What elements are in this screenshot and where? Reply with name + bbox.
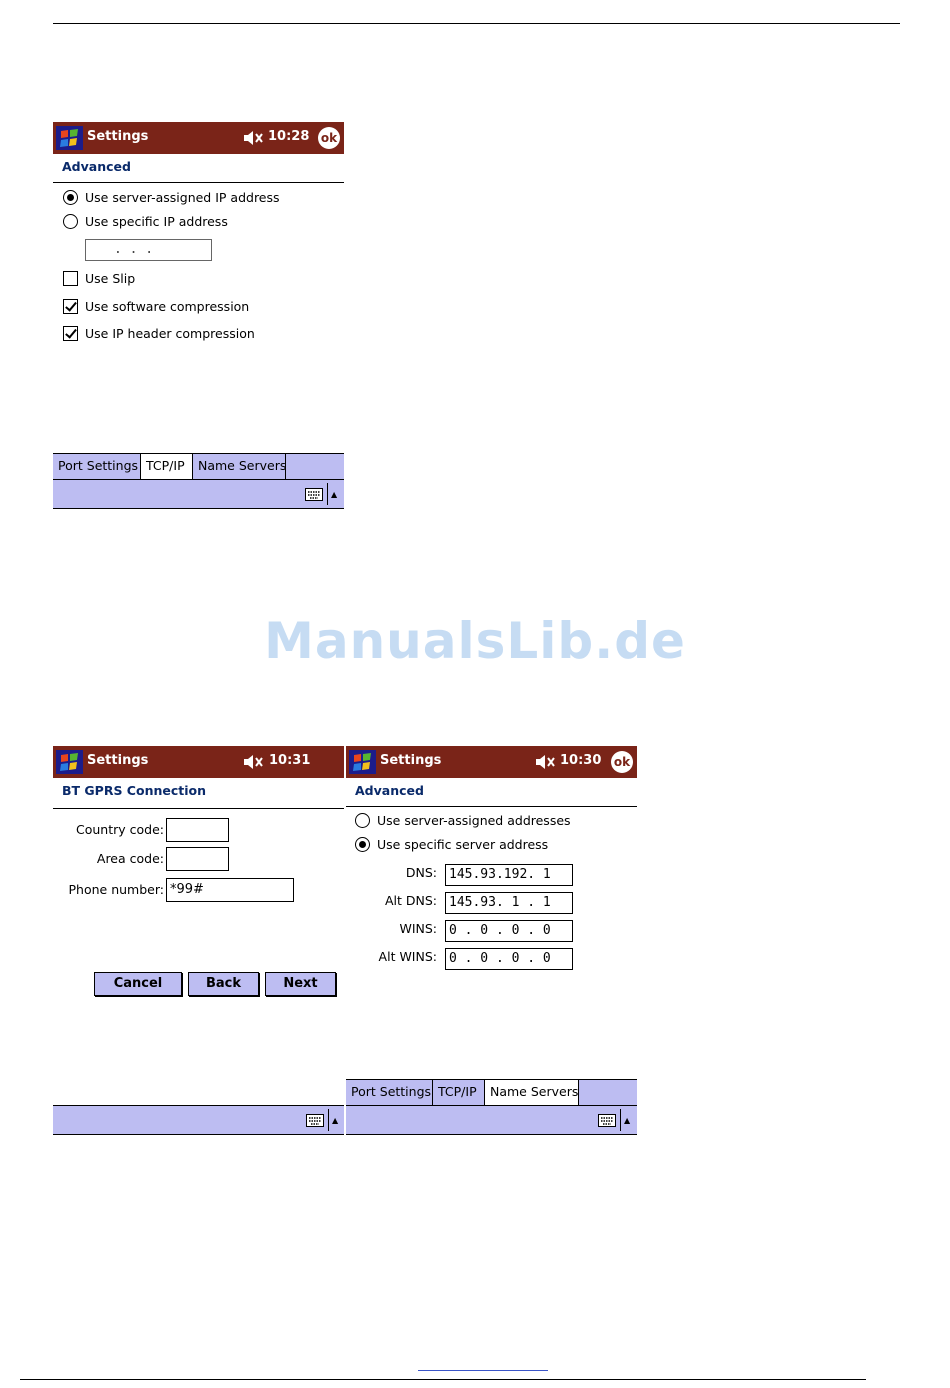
page-heading: Advanced [62,159,131,174]
country-code-field[interactable] [166,818,229,842]
country-code-label: Country code: [76,822,164,837]
menu-bar [346,1105,637,1135]
wins-input[interactable]: 0 . 0 . 0 . 0 [445,920,573,942]
top-rule [53,23,900,24]
heading-divider [53,182,344,183]
watermark: ManualsLib.de [264,612,686,670]
speaker-muted-icon[interactable] [243,130,263,146]
ok-button[interactable]: ok [318,127,340,149]
app-title: Settings [87,753,149,768]
input-panel-arrow-icon[interactable]: ▲ [332,1116,339,1125]
alt-wins-input[interactable]: 0 . 0 . 0 . 0 [445,948,573,970]
server-assigned-ip-label: Use server-assigned IP address [85,190,280,205]
page-heading: BT GPRS Connection [62,783,207,798]
software-compression-checkbox[interactable] [63,299,78,314]
software-compression-label: Use software compression [85,299,250,314]
keyboard-icon[interactable] [598,1114,616,1127]
title-bar [346,746,637,778]
gprs-connection-screen [53,746,344,1136]
tab-name-servers[interactable]: Name Servers [193,454,286,479]
title-bar [53,746,344,778]
footer-link-underline[interactable] [418,1370,548,1371]
tab-tcpip[interactable]: TCP/IP [433,1080,485,1105]
use-slip-checkbox[interactable] [63,271,78,286]
cancel-button[interactable]: Cancel [94,972,182,996]
tcpip-advanced-screen [53,122,344,512]
wins-label: WINS: [399,921,437,936]
input-panel-divider [327,483,328,505]
input-panel-arrow-icon[interactable]: ▲ [331,490,338,499]
bottom-rule [20,1379,866,1380]
phone-number-label: Phone number: [68,882,164,897]
menu-bar [53,1105,344,1135]
speaker-muted-icon[interactable] [243,754,263,770]
windows-start-icon[interactable] [56,126,83,150]
tab-port-settings[interactable]: Port Settings [346,1080,433,1105]
ip-header-compression-label: Use IP header compression [85,326,255,341]
specific-ip-label: Use specific IP address [85,214,228,229]
input-panel-arrow-icon[interactable]: ▲ [624,1116,631,1125]
heading-divider [346,806,637,807]
tab-tcpip[interactable]: TCP/IP [141,454,193,479]
speaker-muted-icon[interactable] [535,754,555,770]
dns-label: DNS: [405,865,437,880]
menu-bar [53,479,344,509]
app-title: Settings [380,753,442,768]
keyboard-icon[interactable] [305,488,323,501]
back-button[interactable]: Back [188,972,259,996]
server-assigned-addresses-radio[interactable] [355,813,370,828]
next-button[interactable]: Next [265,972,336,996]
use-slip-label: Use Slip [85,271,136,286]
alt-dns-label: Alt DNS: [384,893,437,908]
page-heading: Advanced [355,783,424,798]
name-servers-advanced-screen [346,746,637,1136]
phone-number-field[interactable]: *99# [166,878,294,902]
tab-bar [346,1079,637,1105]
specific-ip-radio[interactable] [63,214,78,229]
dns-input[interactable]: 145.93.192. 1 [445,864,573,886]
ip-address-input[interactable]: . . . [85,239,212,261]
server-assigned-addresses-label: Use server-assigned addresses [377,813,571,828]
tab-name-servers[interactable]: Name Servers [485,1080,579,1105]
specific-server-address-label: Use specific server address [377,837,549,852]
clock[interactable]: 10:28 [268,129,310,144]
alt-dns-input[interactable]: 145.93. 1 . 1 [445,892,573,914]
clock[interactable]: 10:30 [560,753,602,768]
area-code-field[interactable] [166,847,229,871]
windows-start-icon[interactable] [349,750,376,774]
alt-wins-label: Alt WINS: [378,949,437,964]
input-panel-divider [328,1109,329,1131]
server-assigned-ip-radio[interactable] [63,190,78,205]
app-title: Settings [87,129,149,144]
windows-start-icon[interactable] [56,750,83,774]
keyboard-icon[interactable] [306,1114,324,1127]
tab-port-settings[interactable]: Port Settings [53,454,141,479]
input-panel-divider [620,1109,621,1131]
heading-divider [53,808,344,809]
area-code-label: Area code: [96,851,164,866]
ok-button[interactable]: ok [611,751,633,773]
ip-header-compression-checkbox[interactable] [63,326,78,341]
tab-bar [53,453,344,479]
title-bar [53,122,344,154]
specific-server-address-radio[interactable] [355,837,370,852]
clock[interactable]: 10:31 [269,753,311,768]
